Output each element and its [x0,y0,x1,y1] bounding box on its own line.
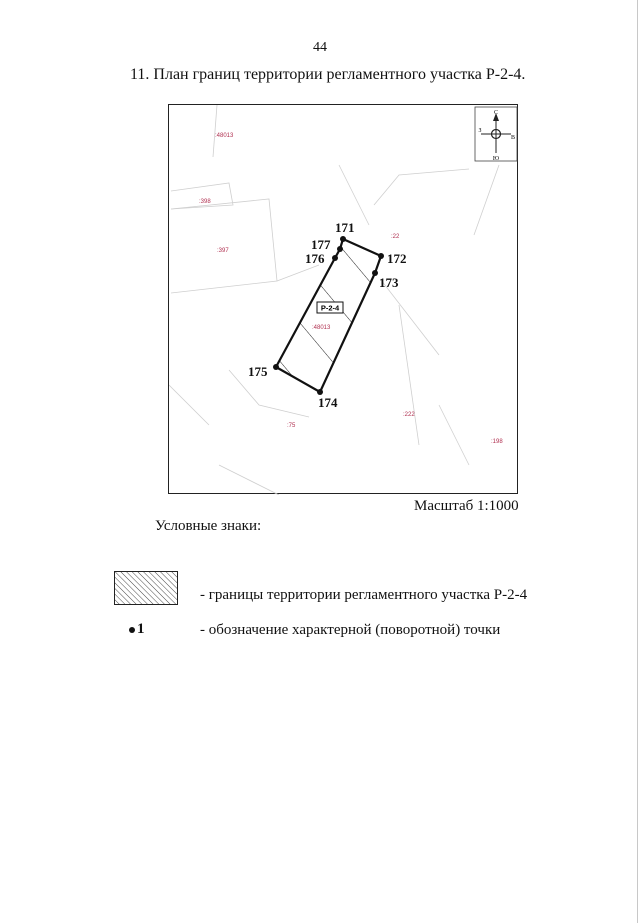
compass [475,107,517,162]
legend-title: Условные знаки: [155,518,262,534]
point-172-marker [378,253,384,259]
legend-item-point: - обозначение характерной (поворотной) точки [200,622,501,638]
point-label-173: 173 [379,275,399,290]
point-label-172: 172 [387,251,407,266]
parcel-label: :222 [403,412,415,418]
map-canvas [169,105,519,495]
point-label-171: 171 [335,220,355,235]
point-label-177: 177 [311,237,331,252]
zone-label [317,302,343,313]
legend-hatch-swatch [114,571,178,605]
parcel-label: :398 [199,199,211,205]
point-dot-icon [129,627,135,633]
point-175-marker [273,364,279,370]
boundary-map [168,104,518,494]
point-173-marker [372,270,378,276]
page-number: 44 [313,40,327,55]
parcel-label: :22 [391,234,400,240]
regulated-zone-boundary [276,239,381,392]
compass-east: В [510,135,516,141]
parcel-label: :75 [287,423,296,429]
parcel-label: :397 [217,248,229,254]
point-177-marker [337,246,343,252]
point-label-176: 176 [305,251,325,266]
compass-west: З [478,128,482,134]
point-label-175: 175 [248,364,268,379]
page-title: 11. План границ территории регламентного участка Р-2-4. [130,66,526,83]
point-label-174: 174 [318,395,338,410]
point-171-marker [340,236,346,242]
scan-edge [637,0,638,923]
legend-point-symbol: 1 [129,621,145,638]
parcel-label: :48013 [215,133,234,139]
parcel-label: :198 [491,439,503,445]
compass-north: С [493,110,499,116]
compass-south: Ю [492,156,500,162]
map-scale: Масштаб 1:1000 [414,498,519,514]
point-176-marker [332,255,338,261]
legend-item-boundary: - границы территории регламентного участка Р-2-4 [200,587,528,603]
svg-text:Р-2-4: Р-2-4 [320,303,340,313]
